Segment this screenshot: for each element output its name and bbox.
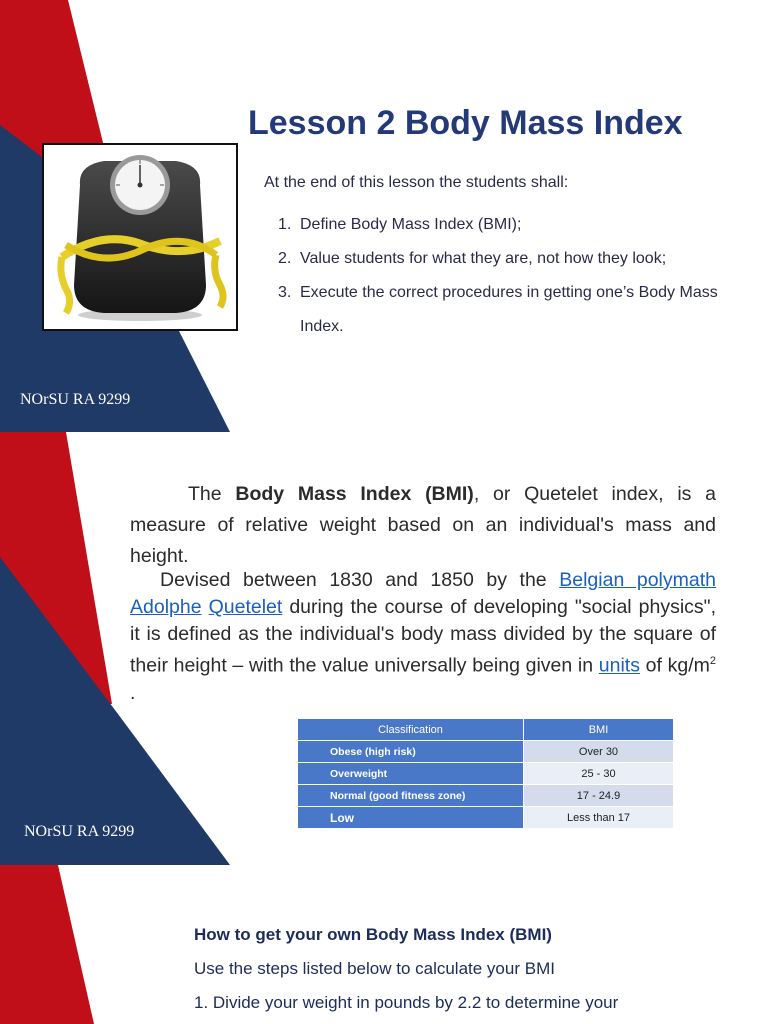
table-row <box>298 785 674 807</box>
howto-step: 1. Divide your weight in pounds by 2.2 to determine your <box>194 993 619 1012</box>
howto-title: How to get your own Body Mass Index (BMI) <box>194 925 552 944</box>
objective-text: Define Body Mass Index (BMI); <box>300 216 522 233</box>
footer-label: NOrSU RA 9299 <box>20 391 131 408</box>
table-header-cell: Classification <box>298 719 524 741</box>
units-link[interactable]: units <box>598 654 640 677</box>
objective-text: Execute the correct procedures in getting one’s Body Mass Index. <box>300 284 718 335</box>
bmi-cell: 17 - 24.9 <box>524 785 674 807</box>
bmi-classification-table <box>297 718 674 829</box>
slide-lesson-title <box>0 0 768 432</box>
paragraph-text: during the course of developing "social physics", it is defined as the individual's body mass divided by the square of their height – with the value universally being given in <box>130 596 716 677</box>
objective-item <box>278 276 758 344</box>
classification-cell: Overweight <box>298 763 524 785</box>
paragraph-text: of kg/m <box>639 654 710 677</box>
table-row <box>298 807 674 829</box>
paragraph-text: . <box>130 681 136 704</box>
objectives-list <box>278 208 758 344</box>
table-row <box>298 763 674 785</box>
adolphe-link[interactable]: Adolphe <box>130 596 202 618</box>
footer-label: NOrSU RA 9299 <box>24 823 135 840</box>
objective-text: Value students for what they are, not how they look; <box>300 250 667 267</box>
classification-cell: Low <box>298 807 524 829</box>
bmi-term: Body Mass Index (BMI) <box>235 483 474 505</box>
bmi-definition-paragraph <box>130 479 716 572</box>
objective-item <box>278 208 758 242</box>
quetelet-link[interactable]: Quetelet <box>208 596 283 618</box>
bmi-cell: 25 - 30 <box>524 763 674 785</box>
superscript: 2 <box>709 655 716 667</box>
objectives-intro: At the end of this lesson the students shall: <box>264 174 569 191</box>
lesson-title: Lesson 2 Body Mass Index <box>248 104 683 142</box>
belgian-polymath-link[interactable]: Belgian polymath <box>559 569 716 591</box>
objective-number: 1. <box>278 216 292 233</box>
paragraph-text: The <box>188 483 236 505</box>
classification-cell: Obese (high risk) <box>298 741 524 763</box>
table-row <box>298 741 674 763</box>
paragraph-text: Devised between 1830 and 1850 by the <box>160 569 560 591</box>
table-header-cell: BMI <box>524 719 674 741</box>
table-header-row <box>298 719 674 741</box>
classification-cell: Normal (good fitness zone) <box>298 785 524 807</box>
scale-icon <box>44 145 236 329</box>
objective-number: 2. <box>278 250 292 267</box>
scale-image <box>42 143 238 331</box>
bmi-history-paragraph <box>130 567 716 707</box>
objective-item <box>278 242 758 276</box>
paragraph-text: , or Quetelet index, is a measure of relative weight based on an individual's mass and height. <box>130 483 716 567</box>
red-stripe <box>0 865 94 1024</box>
howto-subtitle: Use the steps listed below to calculate your BMI <box>194 959 555 978</box>
objective-number: 3. <box>278 284 292 301</box>
bmi-cell: Over 30 <box>524 741 674 763</box>
slide-bmi-definition <box>0 432 768 865</box>
bmi-cell: Less than 17 <box>524 807 674 829</box>
slide-howto <box>0 865 768 1024</box>
